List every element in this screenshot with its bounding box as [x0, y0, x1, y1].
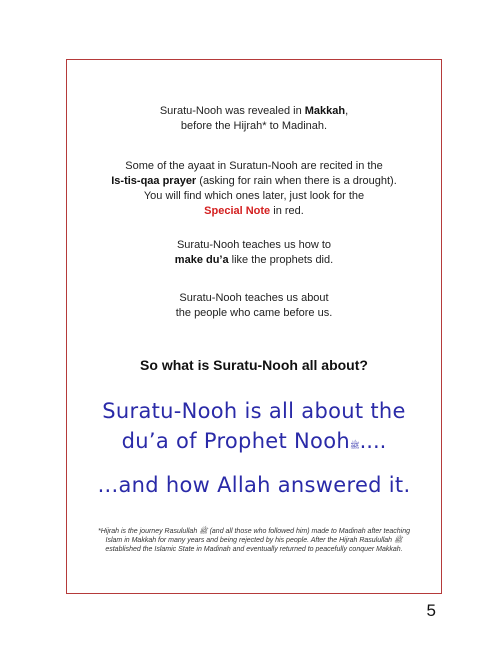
istisqaa-line1: Some of the ayaat in Suratun-Nooh are recited in the	[125, 160, 383, 172]
revelation-text: Suratu-Nooh was revealed in	[159, 105, 305, 117]
special-note-after: in red.	[270, 205, 304, 217]
revelation-paragraph	[66, 104, 442, 134]
dua-rest: like the prophets did.	[228, 254, 334, 266]
istisqaa-rest: (asking for rain when there is a drought).	[196, 175, 397, 187]
makkah-bold: Makkah	[304, 105, 346, 117]
answer-script: ...and how Allah answered it.	[97, 473, 411, 497]
summary-dots: ....	[359, 429, 387, 453]
hijrah-footnote: *Hijrah is the journey Rasulullah ﷺ (and all those who followed him) made to Madinah after teaching Islam in Makkah for many years and being rejected by his people. After the Hijrah Rasulullah ﷺ established the Islamic State in Madinah and eventually returned to peacefully conquer Makkah.	[98, 528, 410, 553]
istisqaa-paragraph	[66, 159, 442, 219]
summary-script	[66, 396, 442, 461]
revelation-line2: before the Hijrah* to Madinah.	[180, 120, 328, 132]
special-note-red: Special Note	[204, 205, 271, 217]
dua-line1: Suratu-Nooh teaches us how to	[176, 239, 332, 251]
dua-paragraph	[66, 238, 442, 268]
people-line1: Suratu-Nooh teaches us about	[179, 292, 329, 304]
istisqaa-bold: Is-tis-qaa prayer	[111, 175, 197, 187]
honorific-glyph: ﷺ	[349, 441, 360, 450]
people-paragraph	[66, 291, 442, 321]
summary-line1: Suratu-Nooh is all about the	[102, 399, 406, 423]
summary-line2: du’a of Prophet Nooh	[121, 429, 350, 453]
page-border	[66, 59, 442, 594]
page-number: 5	[426, 601, 436, 620]
question-heading: So what is Suratu-Nooh all about?	[140, 357, 368, 373]
dua-bold: make du’a	[174, 254, 229, 266]
istisqaa-line3: You will find which ones later, just look for the	[143, 190, 365, 202]
revelation-comma: ,	[345, 105, 349, 117]
people-line2: the people who came before us.	[175, 307, 333, 319]
